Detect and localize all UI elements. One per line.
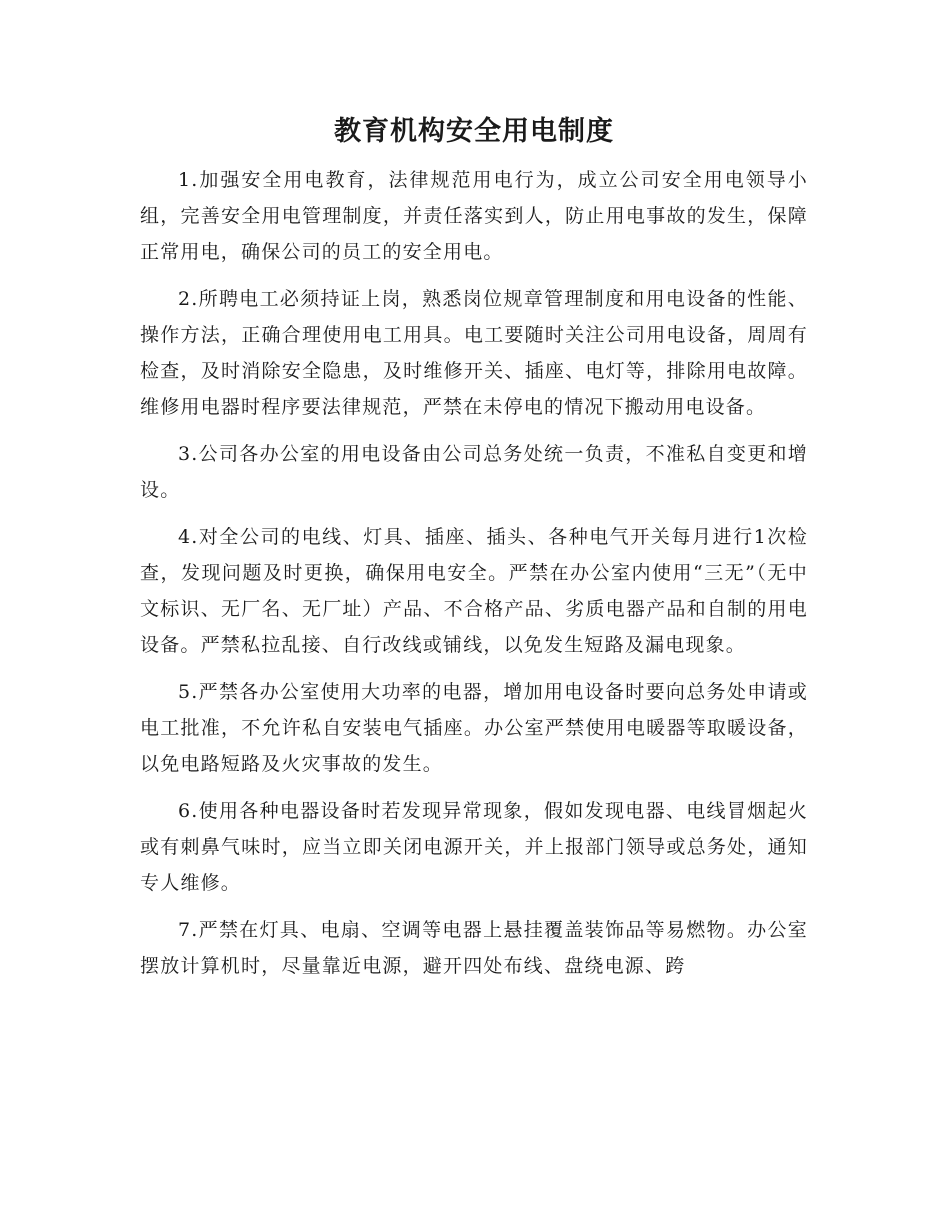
paragraph-7: 7.严禁在灯具、电扇、空调等电器上悬挂覆盖装饰品等易燃物。办公室摆放计算机时，尽量靠近电源，避开四处布线、盘绕电源、跨 xyxy=(140,919,808,977)
paragraph-6: 6.使用各种电器设备时若发现异常现象，假如发现电器、电线冒烟起火或有刺鼻气味时，应当立即关闭电源开关，并上报部门领导或总务处，通知专人维修。 xyxy=(140,800,808,894)
paragraph-2: 2.所聘电工必须持证上岗，熟悉岗位规章管理制度和用电设备的性能、操作方法，正确合理使用电工用具。电工要随时关注公司用电设备，周周有检查，及时消除安全隐患，及时维修开关、插座、电灯等，排除用电故障。维修用电器时程序要法律规范，严禁在未停电的情况下搬动用电设备。 xyxy=(140,288,808,418)
document-title: 教育机构安全用电制度 xyxy=(334,116,614,147)
paragraph-1: 1.加强安全用电教育，法律规范用电行为，成立公司安全用电领导小组，完善安全用电管理制度，并责任落实到人，防止用电事故的发生，保障正常用电，确保公司的员工的安全用电。 xyxy=(140,169,808,263)
paragraph-4: 4.对全公司的电线、灯具、插座、插头、各种电气开关每月进行1次检查，发现问题及时更换，确保用电安全。严禁在办公室内使用“三无”（无中文标识、无厂名、无厂址）产品、不合格产品、劣质电器产品和自制的用电设备。严禁私拉乱接、自行改线或铺线，以免发生短路及漏电现象。 xyxy=(140,526,808,656)
paragraph-5: 5.严禁各办公室使用大功率的电器，增加用电设备时要向总务处申请或电工批准，不允许私自安装电气插座。办公室严禁使用电暖器等取暖设备，以免电路短路及火灾事故的发生。 xyxy=(140,681,808,775)
document-page xyxy=(140,112,808,984)
paragraph-3: 3.公司各办公室的用电设备由公司总务处统一负责，不准私自变更和增设。 xyxy=(140,443,808,501)
